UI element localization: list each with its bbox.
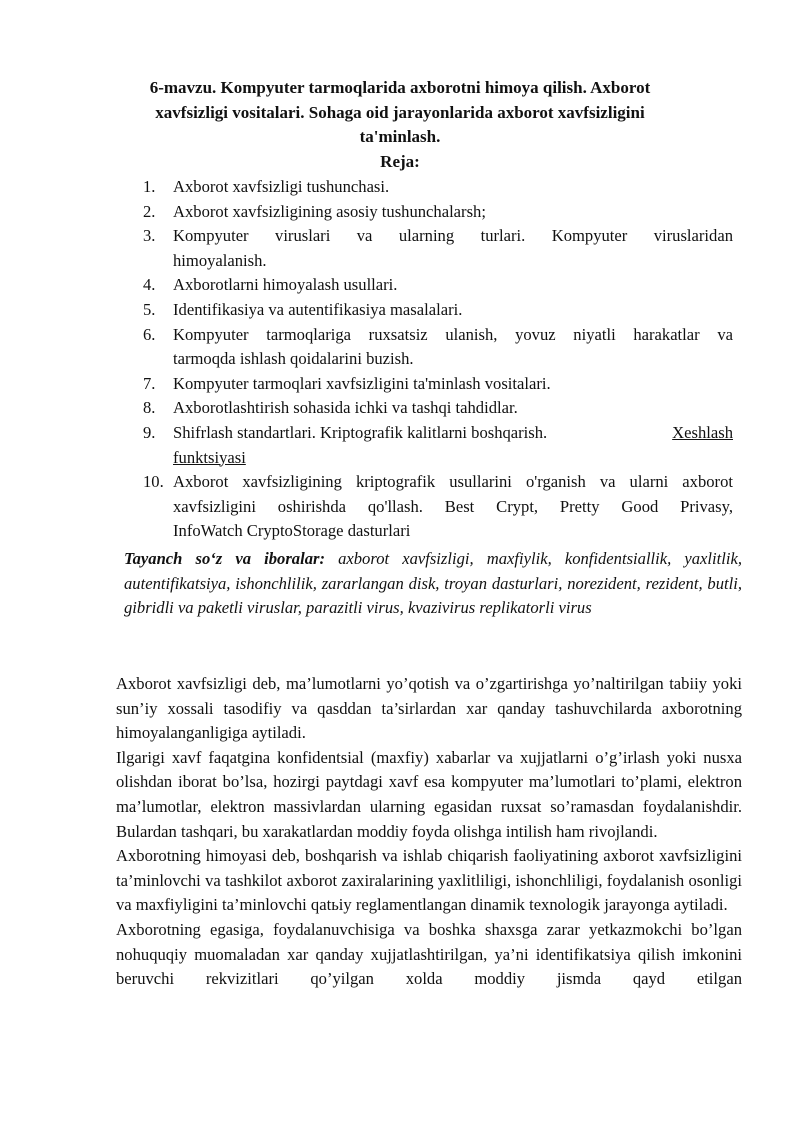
- plan-item-text: Axborot xavfsizligi tushunchasi.: [173, 177, 390, 196]
- keywords-text: axborot xavfsizligi, maxfiylik, konfidentsiallik, yaxlitlik, autentifikatsiya, ishonchlilik, zararlangan disk, troyan dasturlari, norezident, rezident, butli, gibridli va paketli viruslar, parazitli virus, kvazivirus replikatorli virus: [124, 549, 742, 618]
- document-title: [130, 76, 670, 174]
- plan-item-number: 10.: [143, 472, 164, 492]
- title-line: 6-mavzu. Kompyuter tarmoqlarida axborotni himoya qilish. Axborot: [149, 78, 651, 97]
- plan-item-line: [173, 421, 733, 446]
- plan-item: [143, 224, 733, 273]
- plan-item-text: Kompyuter viruslari va ularning turlari. Kompyuter viruslaridan: [173, 226, 733, 246]
- plan-item-text: Axborot xavfsizligining asosiy tushunchalarsh;: [173, 201, 486, 221]
- plan-item-number: 7.: [143, 373, 156, 393]
- plan-item-number: 6.: [143, 324, 156, 344]
- plan-item: [143, 175, 733, 200]
- plan-item-number: 9.: [143, 422, 156, 442]
- plan-item: [143, 200, 733, 225]
- plan-list: [143, 175, 733, 544]
- plan-item: [143, 273, 733, 298]
- plan-item-number: 4.: [143, 275, 156, 295]
- paragraph: Axborotning himoyasi deb, boshqarish va ishlab chiqarish faoliyatining axborot xavfsizligini ta’minlovchi va tashkilot axborot zaxiralarining yaxlitliligi, ishonchliligi, foydalanish osonligi va maxfiyligini ta’minlovchi qatьiy reglamentlangan dinamik texnologik jarayonga aytiladi.: [116, 846, 742, 915]
- plan-item-text: Axborot xavfsizligining kriptografik usullarini o'rganish va ularni axborot: [173, 472, 733, 492]
- plan-item-text-continued: himoyalanish.: [173, 250, 267, 270]
- plan-item-text-continued: InfoWatch CryptoStorage dasturlari: [173, 521, 411, 541]
- plan-item: [143, 372, 733, 397]
- plan-item-number: 8.: [143, 398, 156, 418]
- plan-item-text: Axborotlashtirish sohasida ichki va tashqi tahdidlar.: [173, 398, 518, 418]
- plan-item: [143, 298, 733, 323]
- xeshlash-link[interactable]: Xeshlash: [672, 422, 733, 442]
- plan-item-text: Shifrlash standartlari. Kriptografik kalitlarni boshqarish.: [173, 422, 548, 442]
- plan-item-number: 2.: [143, 201, 156, 221]
- body-text: [116, 672, 742, 992]
- funktsiyasi-link[interactable]: funktsiyasi: [173, 447, 246, 467]
- plan-item: [143, 421, 733, 470]
- paragraph: Ilgarigi xavf faqatgina konfidentsial (maxfiy) xabarlar va xujjatlarni o’g’irlash yoki nusxa olishdan iborat bo’lsa, hozirgi paytdagi xavf esa kompyuter ma’lumotlari to’plami, elektron ma’lumotlar, elektron massivlardan ularning egasidan ruxsat so’ramasdan foydalanishdir. Bulardan tashqari, bu xarakatlardan moddiy foyda olishga intilish ham rivojlandi.: [116, 747, 742, 841]
- keywords-label: Tayanch so‘z va iboralar:: [124, 549, 325, 568]
- plan-item-text: Axborotlarni himoyalash usullari.: [173, 275, 398, 295]
- plan-item-number: 3.: [143, 226, 156, 246]
- plan-heading: Reja:: [380, 151, 420, 171]
- plan-item-text: Kompyuter tarmoqlari xavfsizligini ta'minlash vositalari.: [173, 373, 551, 393]
- paragraph: Axborotning egasiga, foydalanuvchisiga va boshka shaxsga zarar yetkazmokchi bo’lgan nohuquqiy muomaladan xar qanday xujjatlashtirilgan, ya’ni identifikatsiya qilish imkonini beruvchi rekvizitlari qo’yilgan xolda moddiy jismda qayd etilgan: [116, 919, 742, 989]
- plan-item-number: 1.: [143, 177, 156, 196]
- paragraph: Axborot xavfsizligi deb, ma’lumotlarni yo’qotish va o’zgartirishga yo’naltirilgan tabiiy yoki sun’iy xossali tasodifiy va qasddan ta’sirlardan xar qanday tashuvchilarda axborotning himoyalanganligiga aytiladi.: [116, 674, 742, 743]
- plan-item-text-continued: xavfsizligini oshirishda qo'llash. Best Crypt, Pretty Good Privasy,: [173, 496, 733, 516]
- plan-item: [143, 470, 733, 544]
- plan-item-text-continued: tarmoqda ishlash qoidalarini buzish.: [173, 349, 414, 369]
- plan-item: [143, 396, 733, 421]
- title-line: ta'minlash.: [359, 127, 441, 146]
- plan-item-number: 5.: [143, 299, 156, 319]
- keywords-block: [124, 547, 742, 621]
- plan-item-text: Kompyuter tarmoqlariga ruxsatsiz ulanish, yovuz niyatli harakatlar va: [173, 324, 733, 344]
- plan-item: [143, 323, 733, 372]
- plan-item-text: Identifikasiya va autentifikasiya masalalari.: [173, 299, 463, 319]
- title-line: xavfsizligi vositalari. Sohaga oid jarayonlarida axborot xavfsizligini: [155, 102, 645, 122]
